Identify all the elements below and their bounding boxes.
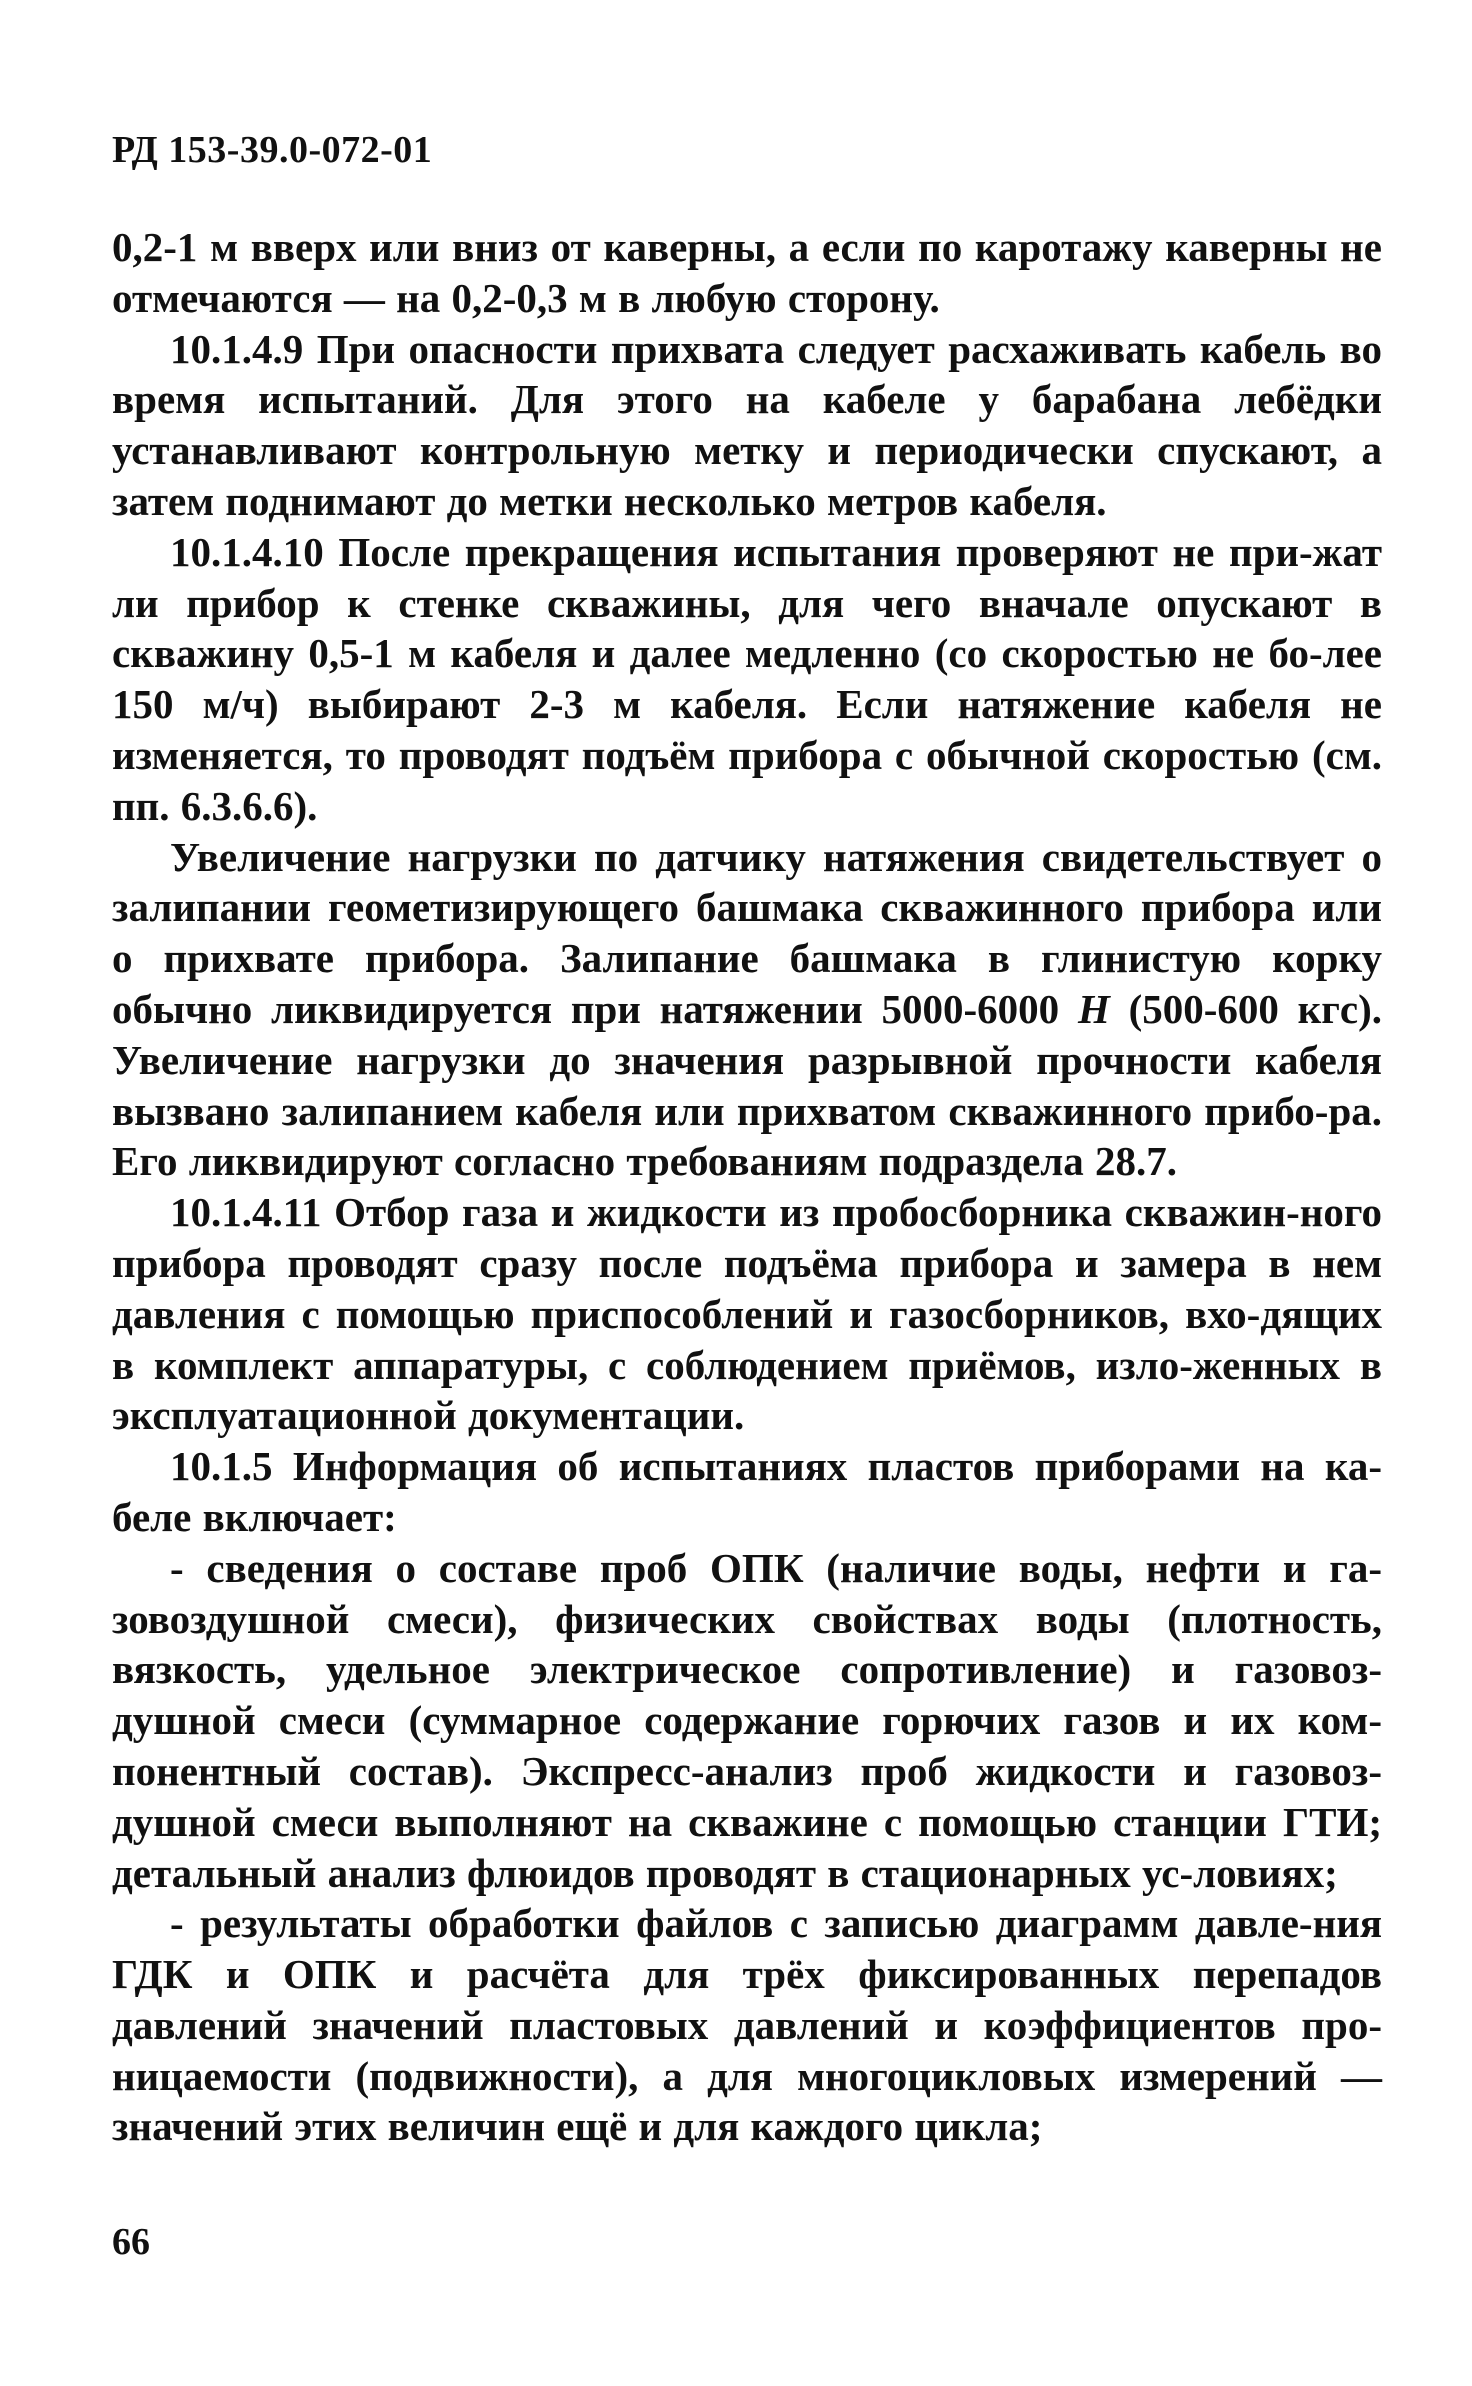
document-code-header: РД 153-39.0-072-01: [112, 129, 433, 171]
page-number: 66: [112, 2221, 150, 2263]
list-item-sample-composition: - сведения о составе проб ОПК (наличие воды, нефти и га-зовоздушной смеси), физических свойствах воды (плотность, вязкость, удельное электрическое сопротивление) и газовоз-душной смеси (суммарное содержание горючих газов и их ком-понентный состав). Экспресс-анализ проб жидкости и газовоз-душной смеси выполняют на скважине с помощью станции ГТИ; детальный анализ флюидов проводят в стационарных ус-ловиях;: [112, 1544, 1382, 1896]
list-item-processing-results: - результаты обработки файлов с записью диаграмм давле-ния ГДК и ОПК и расчёта для трёх фиксированных перепадов давлений значений пластовых давлений и коэффициентов про-ницаемости (подвижности), а для многоцикловых измерений — значений этих величин ещё и для каждого цикла;: [112, 1900, 1382, 2150]
paragraph-10-1-4-10: 10.1.4.10 После прекращения испытания проверяют не при-жат ли прибор к стенке скважины, для чего вначале опускают в скважину 0,5-1 м кабеля и далее медленно (со скоростью не бо-лее 150 м/ч) выбирают 2-3 м кабеля. Если натяжение кабеля не изменяется, то проводят подъём прибора с обычной скоростью (см. пп. 6.3.6.6).: [112, 528, 1382, 829]
document-body: [112, 222, 1382, 2152]
unit-newton-italic: Н: [1077, 985, 1110, 1032]
paragraph-tension-text-before: Увеличение нагрузки по датчику натяжения свидетельствует о залипании геометизирующего башмака скважинного прибора или о прихвате прибора. Залипание башмака в глинистую корку обычно ликвидируется при натяжении 5000-6000: [112, 833, 1382, 1032]
paragraph-10-1-5: 10.1.5 Информация об испытаниях пластов приборами на ка-беле включает:: [112, 1443, 1382, 1540]
paragraph-10-1-4-9: 10.1.4.9 При опасности прихвата следует расхаживать кабель во время испытаний. Для этого на кабеле у барабана лебёдки устанавливают контрольную метку и периодически спускают, а затем поднимают до метки несколько метров кабеля.: [112, 325, 1382, 524]
document-page: [112, 0, 1382, 2386]
paragraph-10-1-4-11: 10.1.4.11 Отбор газа и жидкости из пробосборника скважин-ного прибора проводят сразу после подъёма прибора и замера в нем давления с помощью приспособлений и газосборников, вхо-дящих в комплект аппаратуры, с соблюдением приёмов, изло-женных в эксплуатационной документации.: [112, 1189, 1382, 1439]
paragraph-tension-load: [112, 832, 1382, 1188]
paragraph-cavern-offset: 0,2-1 м вверх или вниз от каверны, а если по каротажу каверны не отмечаются — на 0,2-0,3 м в любую сторону.: [112, 224, 1382, 321]
paragraph-tension-text-after: (500-600 кгс). Увеличение нагрузки до значения разрывной прочности кабеля вызвано залипанием кабеля или прихватом скважинного прибо-ра. Его ликвидируют согласно требованиям подраздела 28.7.: [112, 985, 1383, 1185]
